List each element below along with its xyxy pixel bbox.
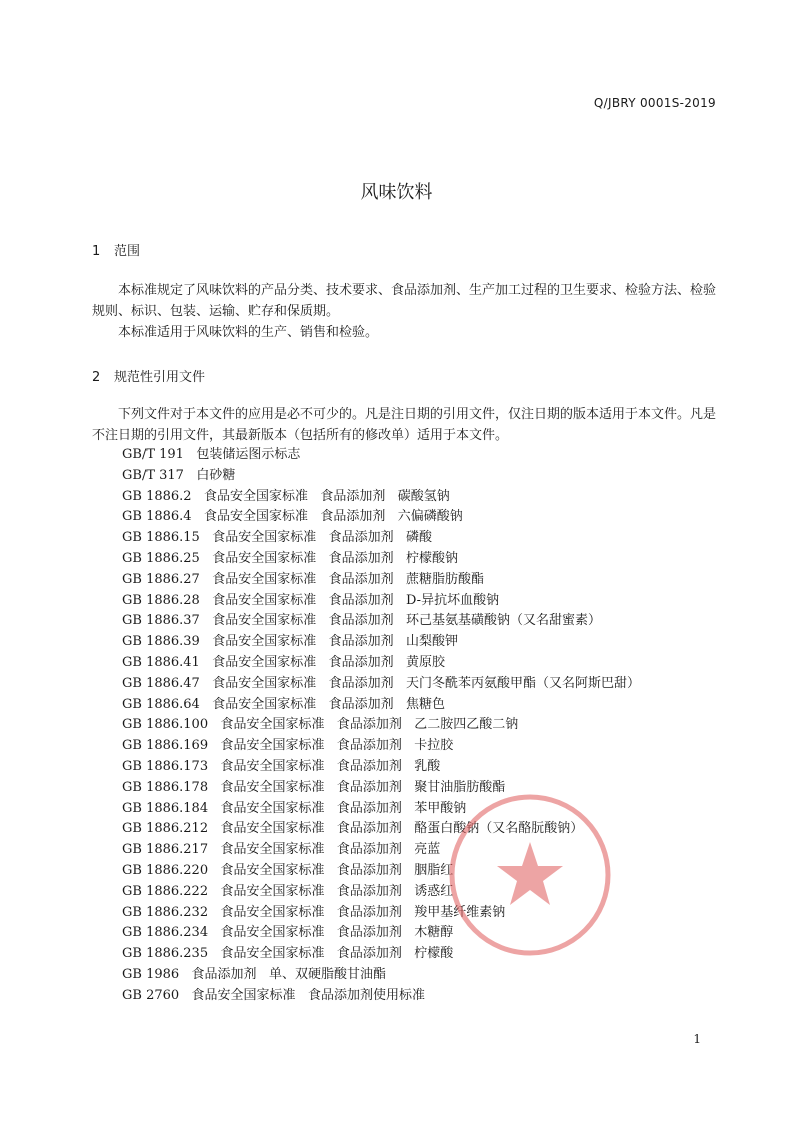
reference-item: GB 1886.27 食品安全国家标准 食品添加剂 蔗糖脂肪酸酯 bbox=[122, 571, 485, 587]
section-1-paragraph-1: 本标准规定了风味饮料的产品分类、技术要求、食品添加剂、生产加工过程的卫生要求、检验方法、检验规则、标识、包装、运输、贮存和保质期。 bbox=[92, 283, 717, 319]
reference-item: GB 1886.220 食品安全国家标准 食品添加剂 胭脂红 bbox=[122, 862, 454, 878]
reference-item: GB/T 191 包装储运图示标志 bbox=[122, 447, 301, 462]
reference-item: GB 1886.47 食品安全国家标准 食品添加剂 天门冬酰苯丙氨酸甲酯（又名阿斯巴甜） bbox=[122, 675, 641, 691]
section-2-heading bbox=[92, 366, 205, 385]
reference-item: GB 1886.39 食品安全国家标准 食品添加剂 山梨酸钾 bbox=[122, 634, 459, 650]
reference-item: GB 1886.173 食品安全国家标准 食品添加剂 乳酸 bbox=[122, 758, 441, 774]
reference-item: GB 1986 食品添加剂 单、双硬脂酸甘油酯 bbox=[122, 966, 386, 982]
section-title: 范围 bbox=[114, 244, 141, 259]
reference-item: GB 1886.169 食品安全国家标准 食品添加剂 卡拉胶 bbox=[122, 738, 454, 754]
reference-item: GB 1886.37 食品安全国家标准 食品添加剂 环己基氨基磺酸钠（又名甜蜜素） bbox=[122, 613, 602, 629]
reference-item: GB/T 317 白砂糖 bbox=[122, 467, 236, 483]
reference-item: GB 2760 食品安全国家标准 食品添加剂使用标准 bbox=[122, 987, 425, 1003]
document-title: 风味饮料 bbox=[360, 182, 433, 203]
reference-item: GB 1886.41 食品安全国家标准 食品添加剂 黄原胶 bbox=[122, 654, 446, 670]
document-code: Q/JBRY 0001S-2019 bbox=[593, 96, 716, 110]
section-number: 2 bbox=[92, 370, 101, 385]
company-seal-icon bbox=[445, 790, 615, 960]
reference-item: GB 1886.235 食品安全国家标准 食品添加剂 柠檬酸 bbox=[122, 946, 454, 962]
reference-item: GB 1886.100 食品安全国家标准 食品添加剂 乙二胺四乙酸二钠 bbox=[122, 717, 519, 733]
section-number: 1 bbox=[92, 244, 101, 259]
reference-item: GB 1886.64 食品安全国家标准 食品添加剂 焦糖色 bbox=[122, 696, 446, 712]
reference-item: GB 1886.234 食品安全国家标准 食品添加剂 木糖醇 bbox=[122, 925, 454, 941]
section-2-intro: 下列文件对于本文件的应用是必不可少的。凡是注日期的引用文件，仅注日期的版本适用于本文件。凡是不注日期的引用文件，其最新版本（包括所有的修改单）适用于本文件。 bbox=[92, 407, 717, 443]
section-title: 规范性引用文件 bbox=[114, 370, 206, 385]
reference-item: GB 1886.2 食品安全国家标准 食品添加剂 碳酸氢钠 bbox=[122, 488, 450, 504]
reference-item: GB 1886.217 食品安全国家标准 食品添加剂 亮蓝 bbox=[122, 842, 441, 858]
page-number: 1 bbox=[693, 1032, 701, 1046]
reference-item: GB 1886.184 食品安全国家标准 食品添加剂 苯甲酸钠 bbox=[122, 800, 467, 816]
reference-item: GB 1886.28 食品安全国家标准 食品添加剂 D-异抗坏血酸钠 bbox=[122, 592, 500, 608]
reference-item: GB 1886.178 食品安全国家标准 食品添加剂 聚甘油脂肪酸酯 bbox=[122, 779, 506, 795]
reference-item: GB 1886.15 食品安全国家标准 食品添加剂 磷酸 bbox=[122, 530, 433, 546]
reference-item: GB 1886.232 食品安全国家标准 食品添加剂 羧甲基纤维素钠 bbox=[122, 904, 506, 920]
reference-item: GB 1886.222 食品安全国家标准 食品添加剂 诱惑红 bbox=[122, 883, 454, 899]
reference-item: GB 1886.212 食品安全国家标准 食品添加剂 酪蛋白酸钠（又名酪朊酸钠） bbox=[122, 821, 584, 837]
reference-item: GB 1886.25 食品安全国家标准 食品添加剂 柠檬酸钠 bbox=[122, 550, 459, 566]
reference-item: GB 1886.4 食品安全国家标准 食品添加剂 六偏磷酸钠 bbox=[122, 509, 463, 525]
section-1-paragraph-2: 本标准适用于风味饮料的生产、销售和检验。 bbox=[118, 325, 379, 340]
section-1-heading bbox=[92, 240, 140, 259]
